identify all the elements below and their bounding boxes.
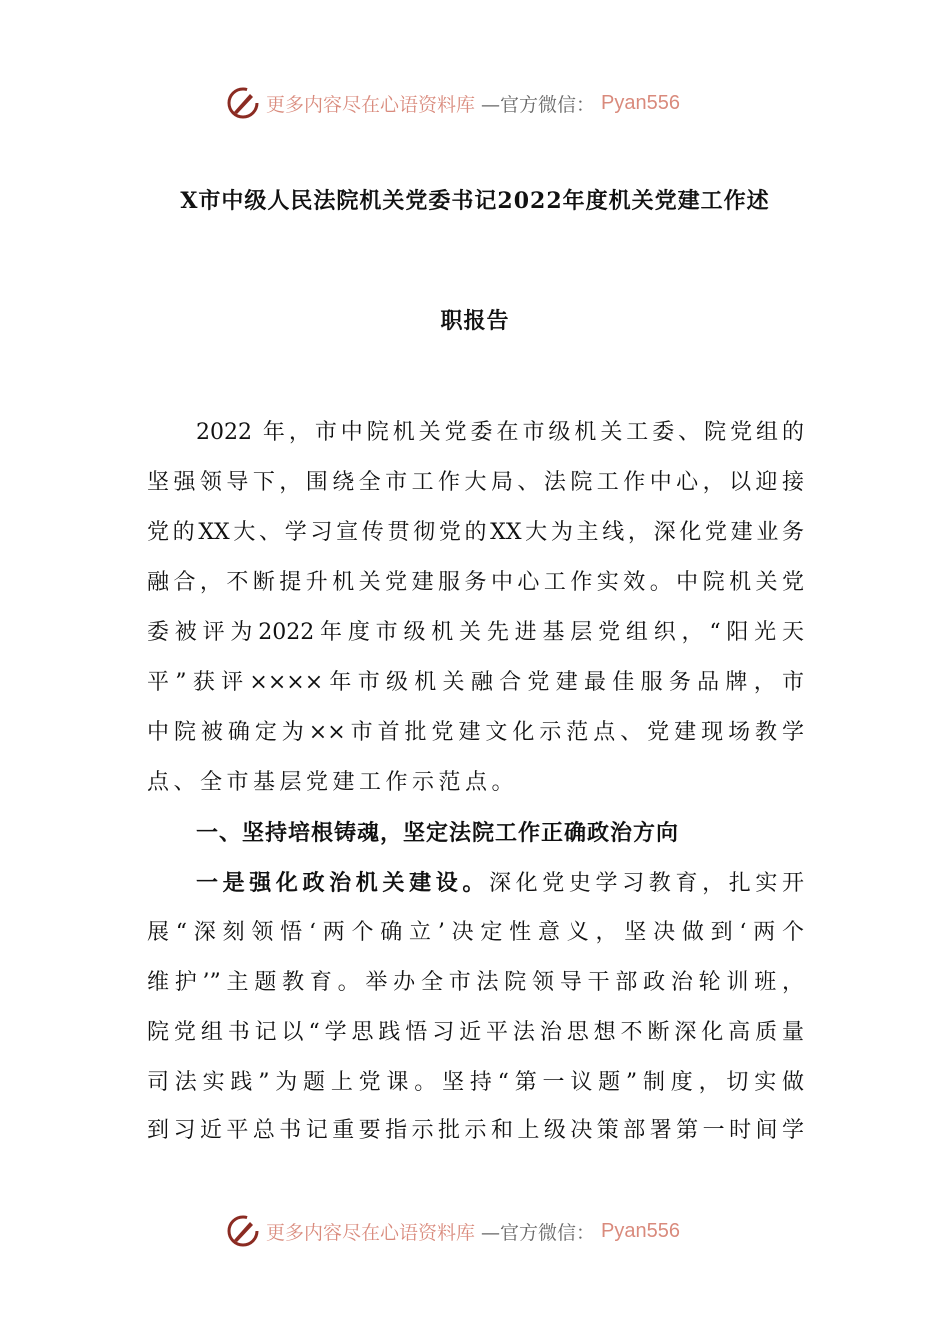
body-line: 维护’”主题教育。举办全市法院领导干部政治轮训班，: [147, 970, 804, 995]
watermark-text: 更多内容尽在心语资料库: [266, 1221, 476, 1244]
watermark-wechat-label: —官方微信：: [481, 93, 596, 116]
watermark-wechat-label: —官方微信：: [481, 1221, 596, 1244]
watermark-wechat-id: Pyan556: [601, 1219, 680, 1242]
body-line: [196, 868, 804, 899]
body-line: 点、全市基层党建工作示范点。: [147, 770, 519, 795]
body-line: 中院被确定为××市首批党建文化示范点、党建现场教学: [147, 720, 804, 745]
body-line: 院党组书记以“学思践悟习近平法治思想不断深化高质量: [147, 1020, 804, 1045]
pen-logo-icon: [226, 86, 260, 120]
watermark-footer: [226, 1211, 716, 1251]
body-line: 融合，不断提升机关党建服务中心工作实效。中院机关党: [147, 570, 804, 595]
body-line: 司法实践”为题上党课。坚持“第一议题”制度，切实做: [147, 1070, 804, 1095]
body-line: 委被评为2022年度市级机关先进基层党组织，“阳光天: [147, 620, 804, 645]
pen-logo-icon: [226, 1214, 260, 1248]
subheading-bold: 一是强化政治机关建设。: [196, 870, 489, 896]
title-line-1: X市中级人民法院机关党委书记2022年度机关党建工作述: [180, 188, 770, 214]
body-line: 展“深刻领悟‘两个确立’决定性意义，坚决做到‘两个: [147, 920, 804, 945]
body-text: 深化党史学习教育，扎实开: [489, 871, 804, 896]
body-line: 到习近平总书记重要指示批示和上级决策部署第一时间学: [147, 1118, 804, 1143]
body-line: 坚强领导下，围绕全市工作大局、法院工作中心，以迎接: [147, 470, 804, 495]
watermark-wechat-id: Pyan556: [601, 91, 680, 114]
body-line: 2022 年，市中院机关党委在市级机关工委、院党组的: [196, 420, 804, 445]
body-line: 党的XX大、学习宣传贯彻党的XX大为主线，深化党建业务: [147, 520, 804, 545]
body-line: 平”获评××××年市级机关融合党建最佳服务品牌，市: [147, 670, 804, 695]
section-heading: 一、坚持培根铸魂，坚定法院工作正确政治方向: [196, 820, 680, 846]
watermark-header: [226, 83, 716, 123]
title-line-2: 职报告: [440, 308, 510, 334]
watermark-text: 更多内容尽在心语资料库: [266, 93, 476, 116]
